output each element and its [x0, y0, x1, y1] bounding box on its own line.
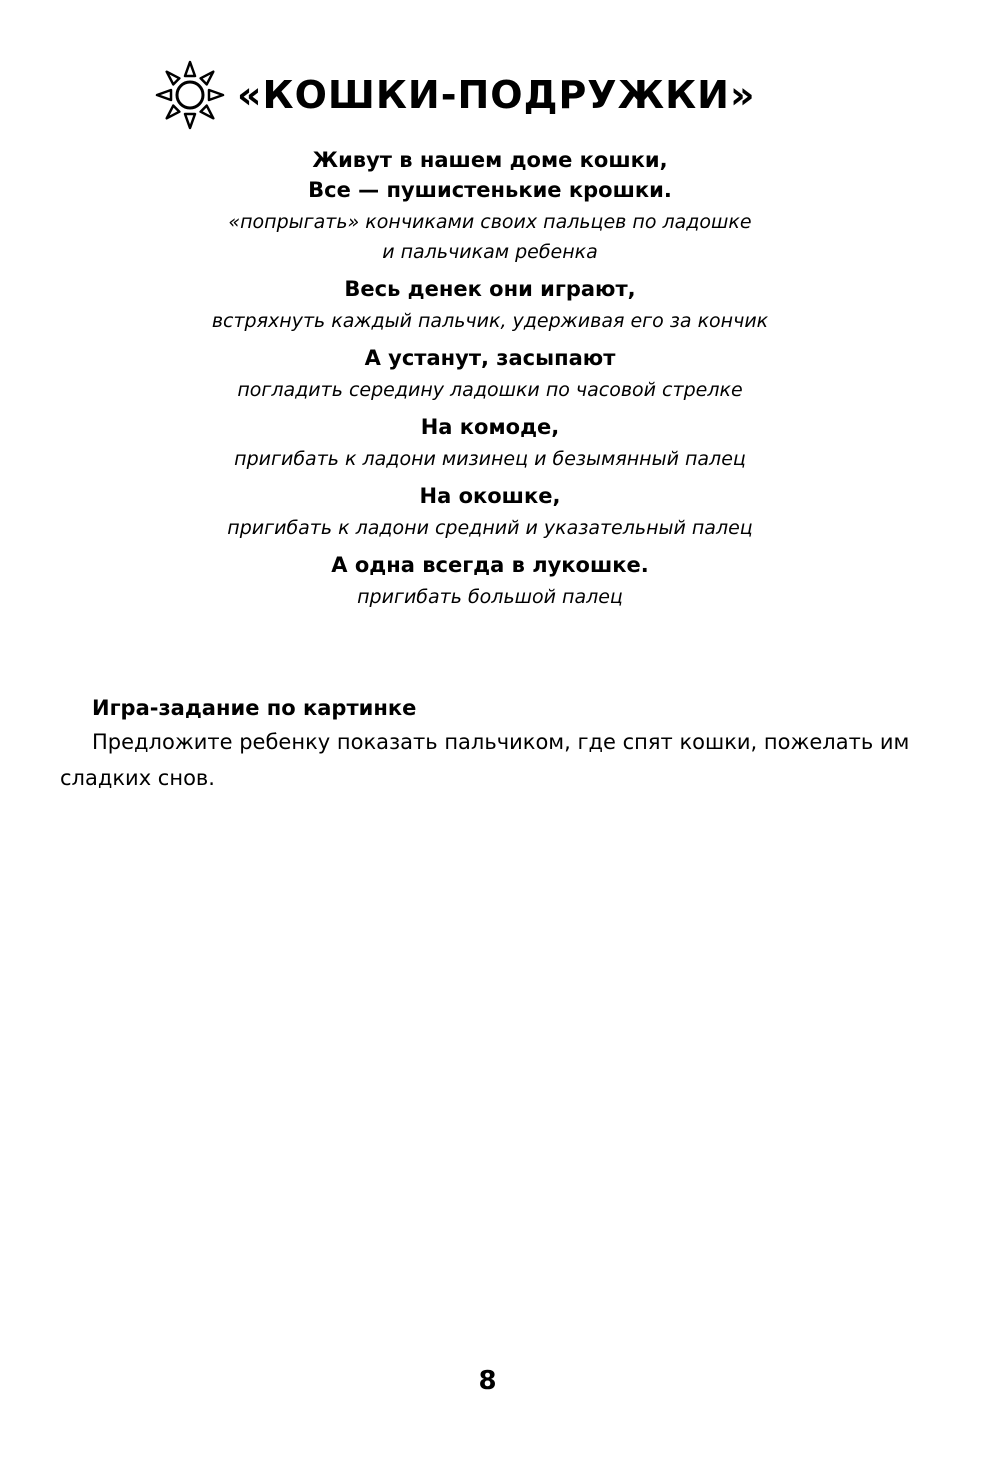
verse-line: А одна всегда в лукошке.	[331, 553, 649, 577]
verse-line: Живут в нашем доме кошки,	[312, 148, 668, 172]
instruction-text: и пальчикам ребенка	[382, 241, 598, 263]
page-number: 8	[478, 1366, 497, 1396]
task-heading: Игра-задание по картинке	[92, 696, 417, 720]
instruction-line: встряхнуть каждый пальчик, удерживая его за кончик	[211, 310, 769, 332]
instruction-line: пригибать к ладони средний и указательный палец	[227, 517, 753, 539]
title-row	[155, 55, 756, 135]
verse-line: А устанут, засыпают	[364, 346, 616, 370]
task-section	[60, 692, 940, 796]
verse-line: Весь денек они играют,	[344, 277, 636, 301]
poem	[60, 145, 920, 619]
verse-line: На окошке,	[419, 484, 561, 508]
task-text: Предложите ребенку показать пальчиком, где спят кошки, пожелать им сладких снов.	[60, 730, 910, 790]
page-title: «КОШКИ-ПОДРУЖКИ»	[237, 73, 756, 117]
verse-line: На комоде,	[420, 415, 560, 439]
instruction-line: пригибать большой палец	[357, 586, 623, 608]
sun-icon	[155, 60, 225, 130]
instruction-line	[60, 207, 920, 267]
verse-line: Все — пушистенькие крошки.	[308, 178, 672, 202]
instruction-text: «попрыгать» кончиками своих пальцев по ладошке	[228, 211, 752, 233]
instruction-line: погладить середину ладошки по часовой стрелке	[237, 379, 743, 401]
instruction-line: пригибать к ладони мизинец и безымянный палец	[234, 448, 746, 470]
